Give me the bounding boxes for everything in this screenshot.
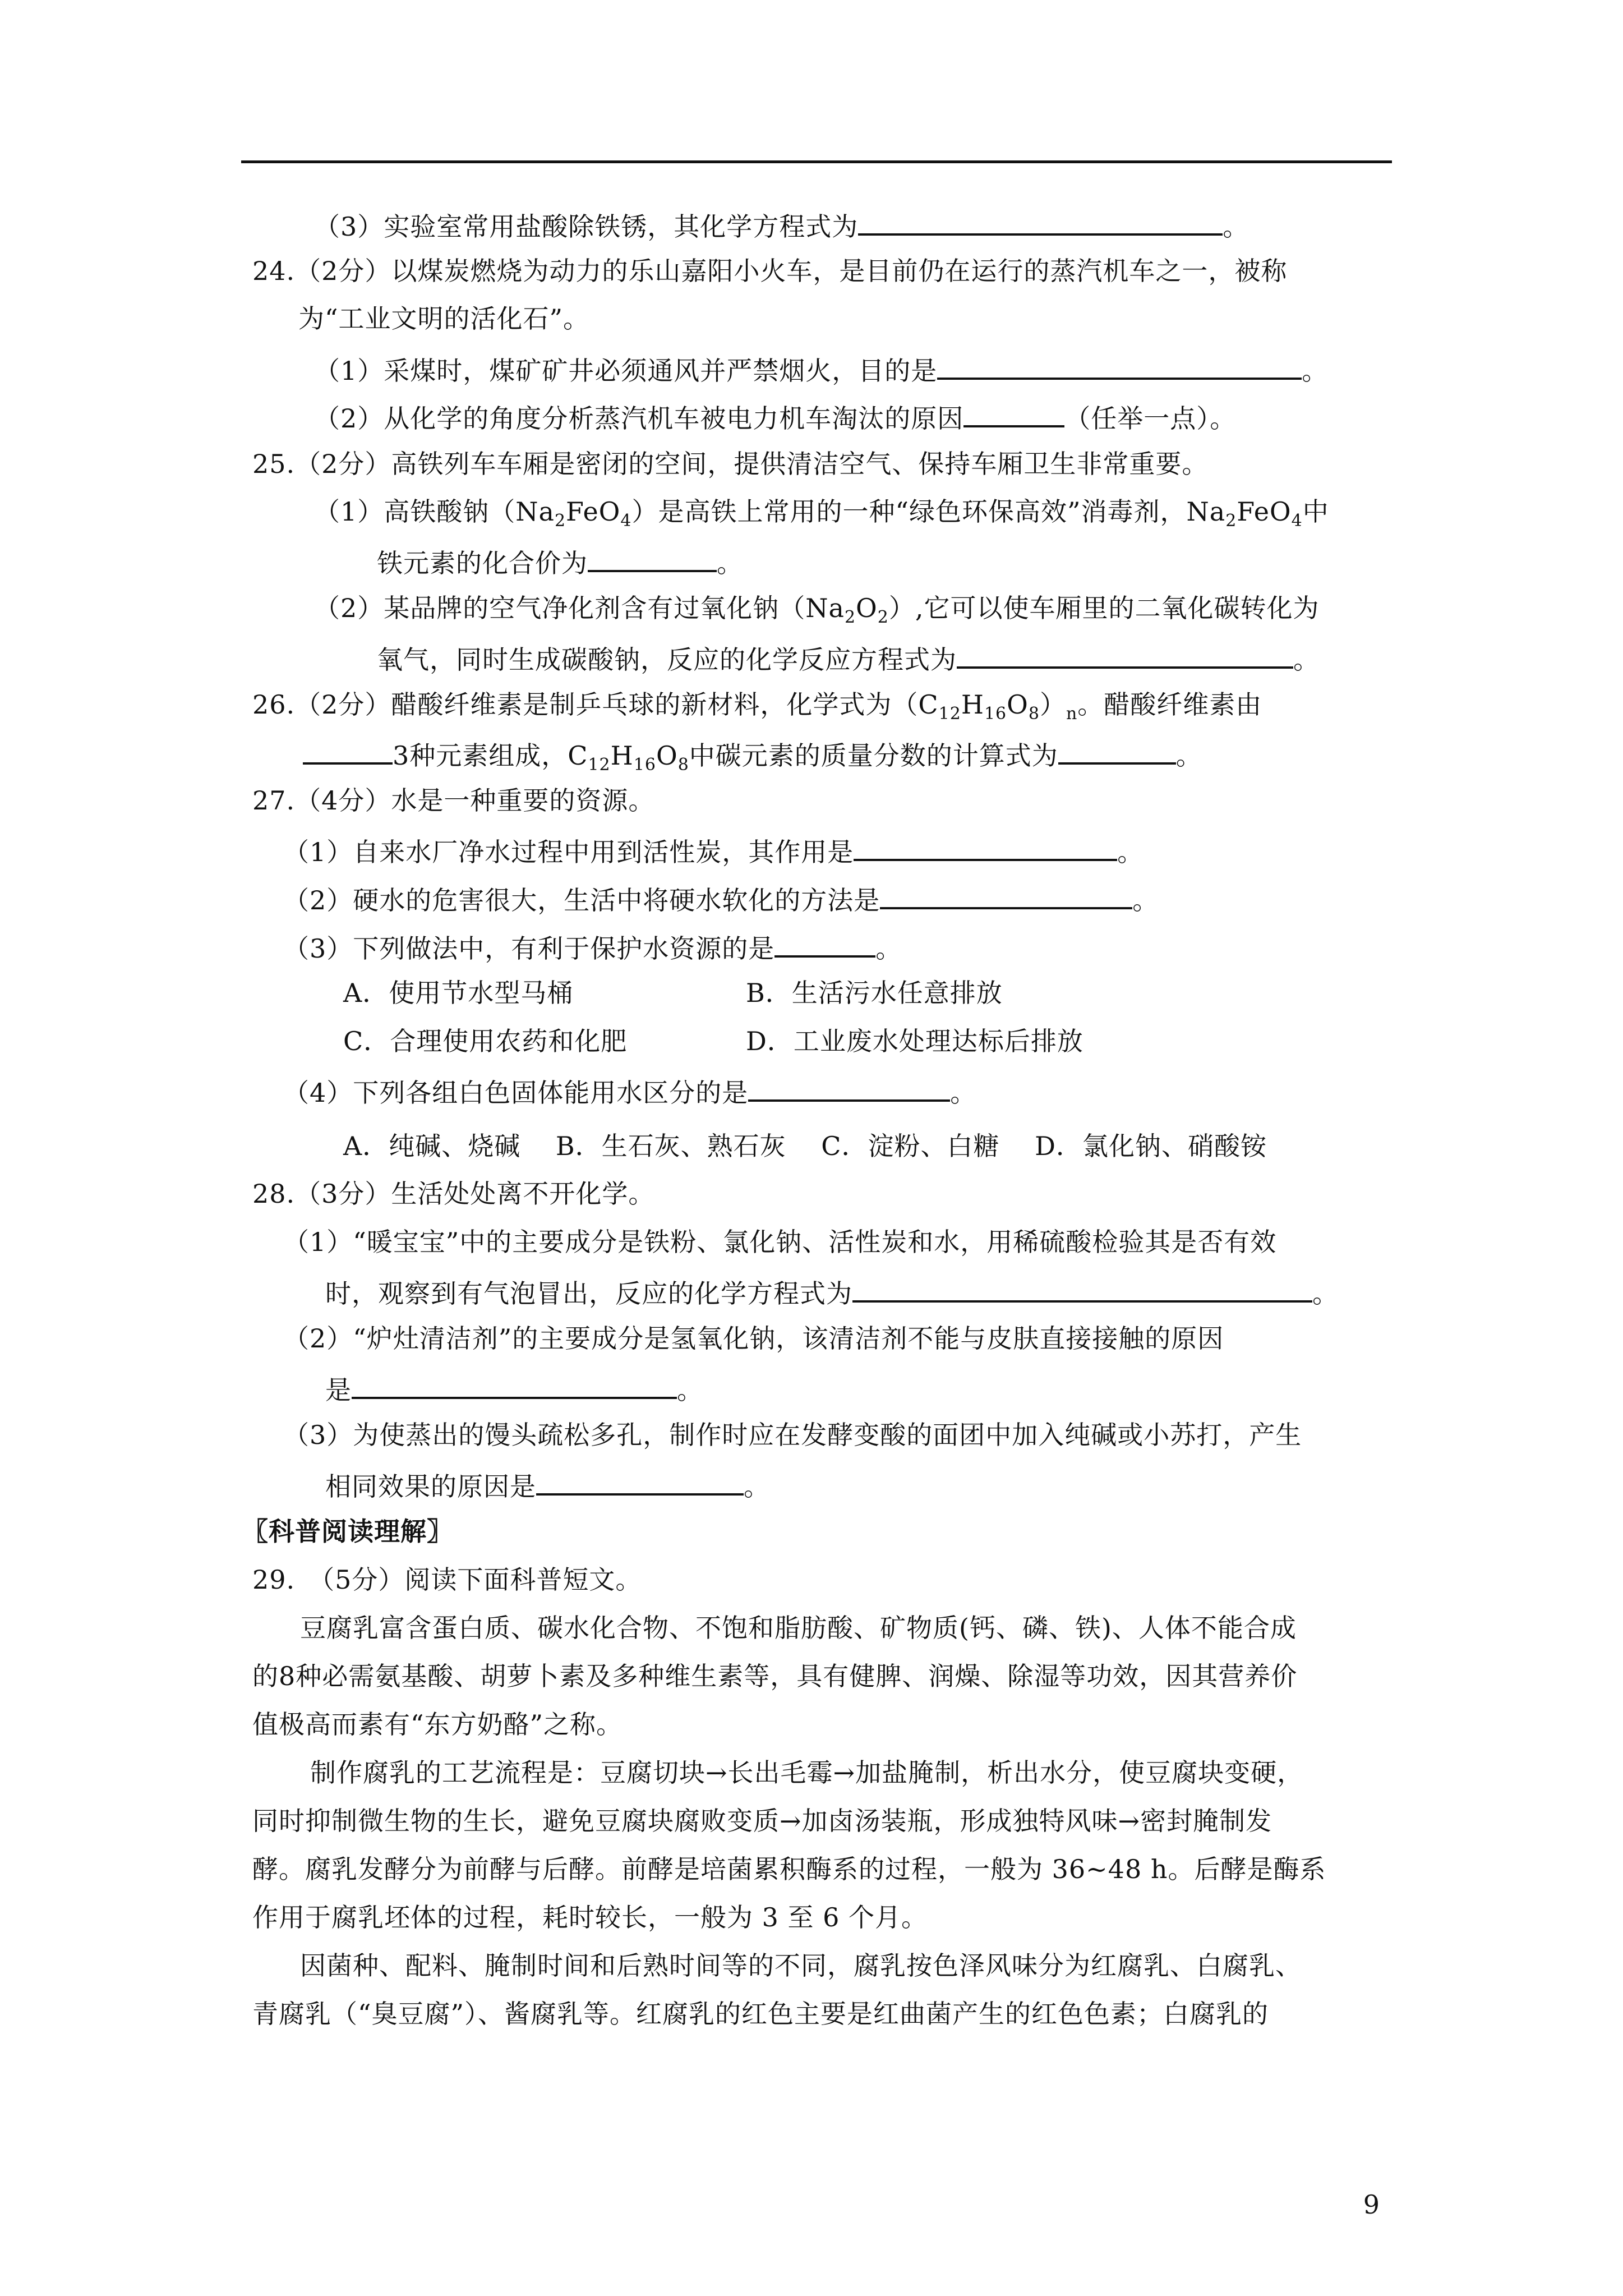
q24-part1: （1）采煤时，煤矿矿井必须通风并严禁烟火，目的是 。 [314,351,1328,388]
q27-part4: （4）下列各组白色固体能用水区分的是 。 [283,1073,976,1110]
q28-part1-cont: 时，观察到有气泡冒出，反应的化学方程式为 。 [325,1273,1339,1310]
section-title: 〖科普阅读理解〗 [242,1516,453,1547]
q25-part2: （2）某品牌的空气净化剂含有过氧化钠$(Na_2O_2)$,它可以使车厢里的二氧化碳转化为 [314,593,1320,628]
q29-para2-line3: 酵。腐乳发酵分为前酵与后酵。前酵是培菌累积酶系的过程，一般为 36~48 h。后酵是酶系 [252,1854,1326,1884]
q28-part2-cont: 是 。 [325,1370,703,1407]
page-number: 9 [1363,2189,1380,2220]
q24-part2: （2）从化学的角度分析蒸汽机车被电力机车淘汰的原因 （任举一点）。 [314,398,1236,435]
q27-part3: （3）下列做法中，有利于保护水资源的是 。 [283,928,902,965]
q29-para1-line3: 值极高而素有“东方奶酪”之称。 [252,1709,623,1740]
q28-part3: （3）为使蒸出的馒头疏松多孔，制作时应在发酵变酸的面团中加入纯碱或小苏打，产生 [283,1420,1302,1450]
q27-option-c: C．合理使用农药和化肥 [343,1026,628,1056]
q29-para1-line1: 豆腐乳富含蛋白质、碳水化合物、不饱和脂肪酸、矿物质(钙、磷、铁)、人体不能合成 [300,1613,1297,1643]
q28-part2: （2）“炉灶清洁剂”的主要成分是氢氧化钠，该清洁剂不能与皮肤直接接触的原因 [283,1323,1224,1354]
q27-option-b: B．生活污水任意排放 [746,978,1003,1008]
q25-part1: （1）高铁酸钠$(Na_2FeO_4)$是高铁上常用的一种“绿色环保高效”消毒剂，$Na_2FeO_4$中 [314,496,1329,531]
q29-para1-line2: 的8种必需氨基酸、胡萝卜素及多种维生素等，具有健脾、润燥、除湿等功效，因其营养价 [252,1661,1298,1691]
q28-part3-cont: 相同效果的原因是 。 [325,1466,770,1503]
q27-option-d: D．工业废水处理达标后排放 [746,1026,1083,1056]
q24-stem-cont: 为“工业文明的活化石”。 [298,303,590,334]
header-rule [241,160,1392,163]
q29-para3-line2: 青腐乳（“臭豆腐”）、酱腐乳等。红腐乳的红色主要是红曲菌产生的红色色素；白腐乳的 [252,1999,1269,2029]
q25-part2-cont: 氧气，同时生成碳酸钠，反应的化学反应方程式为 。 [377,639,1320,677]
q25-part1-cont: 铁元素的化合价为 。 [377,543,743,580]
q25-stem: 25.（2分）高铁列车车厢是密闭的空间，提供清洁空气、保持车厢卫生非常重要。 [252,449,1209,479]
q27-stem: 27.（4分）水是一种重要的资源。 [252,785,655,816]
q23-part3: （3）实验室常用盐酸除铁锈，其化学方程式为 。 [314,206,1249,243]
q27-option-a: A．使用节水型马桶 [343,978,574,1008]
q28-part1: （1）“暖宝宝”中的主要成分是铁粉、氯化钠、活性炭和水，用稀硫酸检验其是否有效 [283,1227,1277,1257]
q29-para2-line4: 作用于腐乳坯体的过程，耗时较长，一般为 3 至 6 个月。 [252,1902,928,1932]
q27-part1: （1）自来水厂净水过程中用到活性炭，其作用是 。 [283,832,1144,869]
q29-para2-line2: 同时抑制微生物的生长，避免豆腐块腐败变质→加卤汤装瓶，形成独特风味→密封腌制发 [252,1806,1272,1836]
q24-stem: 24.（2分）以煤炭燃烧为动力的乐山嘉阳小火车，是目前仍在运行的蒸汽机车之一，被称 [252,256,1288,286]
q27-part4-options: A．纯碱、烧碱 B．生石灰、熟石灰 C．淀粉、白糖 D．氯化钠、硝酸铵 [343,1131,1267,1161]
q29-para2-line1: 制作腐乳的工艺流程是：豆腐切块→长出毛霉→加盐腌制，析出水分，使豆腐块变硬， [310,1757,1304,1788]
q26-line2: 3种元素组成，$C_{12}H_{16}O_8$中碳元素的质量分数的计算式为 。 [303,735,1202,772]
q26-stem: 26.（2分）醋酸纤维素是制乒乓球的新材料，化学式为$(C_{12}H_{16}O_8)_n$。醋酸纤维素由 [252,689,1262,724]
q29-para3-line1: 因菌种、配料、腌制时间和后熟时间等的不同，腐乳按色泽风味分为红腐乳、白腐乳、 [300,1950,1302,1981]
q27-part2: （2）硬水的危害很大，生活中将硬水软化的方法是 。 [283,880,1159,917]
q29-stem: 29. （5分）阅读下面科普短文。 [252,1565,642,1595]
q28-stem: 28.（3分）生活处处离不开化学。 [252,1179,655,1209]
